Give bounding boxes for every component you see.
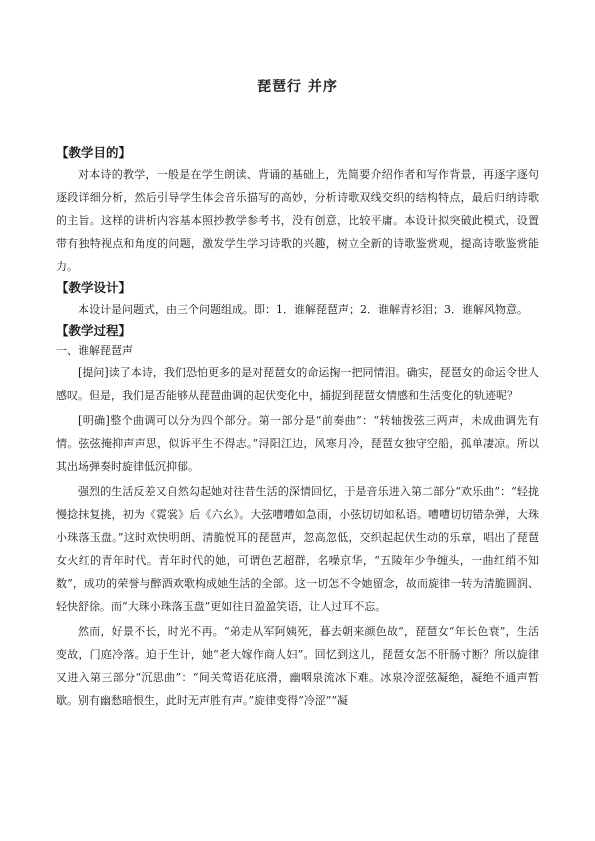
section-heading-teaching-design: 【教学设计】 (56, 280, 132, 295)
document-body (56, 143, 539, 712)
paragraph-joy-tune: 强烈的生活反差又自然勾起她对往昔生活的深情回忆，于是音乐进入第二部分“欢乐曲”：“轻拢慢捻抹复挑，初为《霓裳》后《六幺》。大弦嘈嘈如急雨，小弦切切如私语。嘈嘈切切错杂弹，大珠小珠落玉盘。”这时欢快明朗、清脆悦耳的琵琶声，忽高忽低，交织起起伏生动的乐章，唱出了琵琶女火红的青年时代。青年时代的她，可谓色艺超群，名噪京华，“五陵年少争缠头，一曲红绡不知数”，成功的荣誉与醉酒欢歌构成她生活的全部。这一切怎不令她留念，故而旋律一转为清脆圆润、轻快舒徐。而“大珠小珠落玉盘”更如往日盈盈笑语，让人过耳不忘。 (56, 485, 539, 613)
document-title: 琵琶行 并序 (257, 79, 338, 95)
paragraph-meditation-tune: 然而，好景不长，时光不再。“弟走从军阿姨死，暮去朝来颜色故”，琵琶女“年长色衰”，生活变故，门庭冷落。迫于生计，她“老大嫁作商人妇”。回忆到这儿，琵琶女怎不肝肠寸断？所以旋律又进入第三部分“沉思曲”：“间关莺语花底滑，幽咽泉流冰下难。冰泉冷涩弦凝绝，凝绝不通声暂歇。别有幽愁暗恨生，此时无声胜有声。”旋律变得“冷涩”“凝 (56, 625, 539, 707)
paragraph-question: [提问]读了本诗，我们恐怕更多的是对琵琶女的命运掬一把同情泪。确实，琵琶女的命运令世人感叹。但是，我们是否能够从琵琶曲调的起伏变化中，捕捉到琵琶女情感和生活变化的轨迹呢？ (56, 366, 539, 402)
paragraph-teaching-design: 本设计是问题式，由三个问题组成。即：1．谁解琵琶声；2．谁解青衫泪；3．谁解风物意。 (78, 303, 528, 316)
section-heading-teaching-purpose: 【教学目的】 (56, 145, 132, 160)
paragraph-clarify: [明确]整个曲调可以分为四个部分。第一部分是“前奏曲”：“转轴拨弦三两声，未成曲调先有情。弦弦掩抑声声思，似诉平生不得志。”浔阳江边，风寒月冷，琵琶女独守空船，孤单凄凉。所以其出场弹奏时旋律低沉抑郁。 (56, 414, 539, 473)
paragraph-teaching-purpose: 对本诗的教学，一般是在学生朗读、背诵的基础上，先简要介绍作者和写作背景，再逐字逐句逐段详细分析，然后引导学生体会音乐描写的高妙，分析诗歌双线交织的结构特点，最后归纳诗歌的主旨。这样的讲析内容基本照抄教学参考书，没有创意，比较平庸。本设计拟突破此模式，设置带有独特视点和角度的问题，激发学生学习诗歌的兴趣，树立全新的诗歌鉴赏观，提高诗歌鉴赏能力。 (56, 168, 539, 273)
section-heading-teaching-process: 【教学过程】 (56, 323, 132, 338)
subheading-pipa-sound: 一、谁解琵琶声 (56, 344, 133, 357)
